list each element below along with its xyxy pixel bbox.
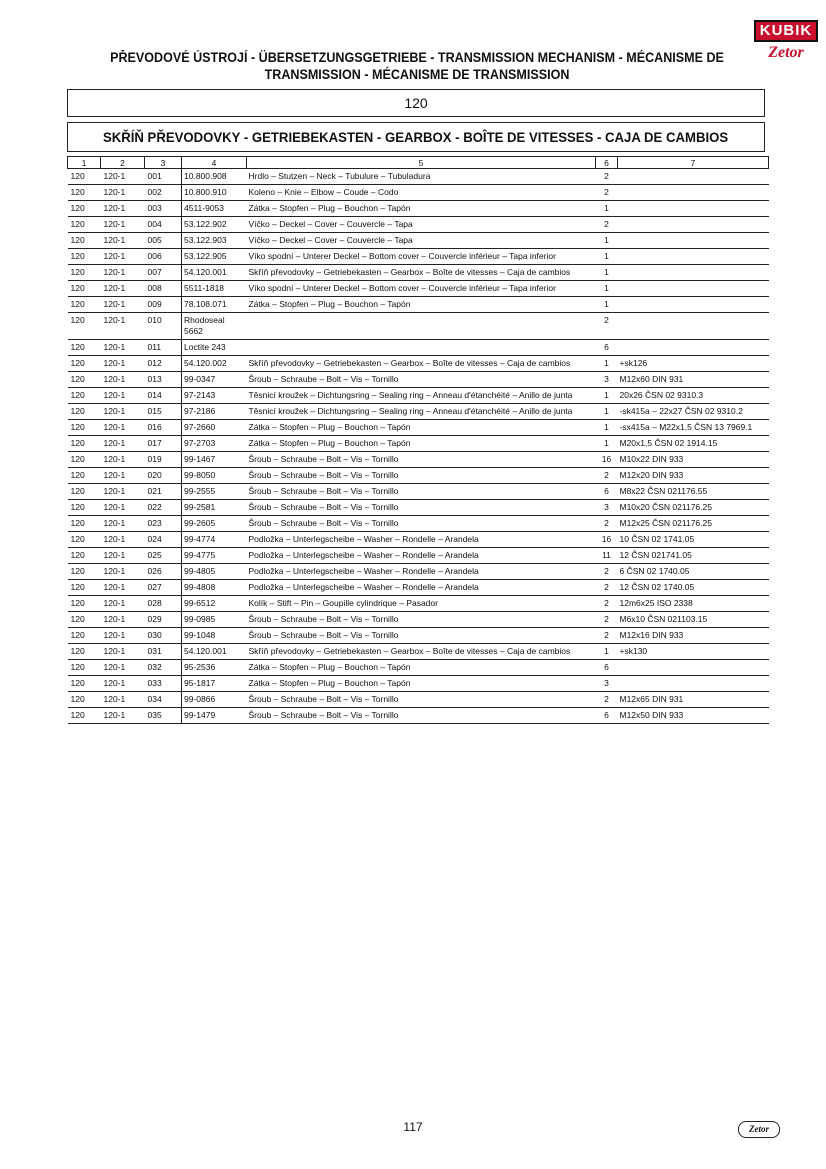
cell-s: 120-1: [101, 628, 145, 644]
cell-g: 120: [68, 468, 101, 484]
cell-pos: 008: [145, 281, 182, 297]
cell-note: M12x25 ČSN 021176.25: [618, 516, 769, 532]
cell-part: 97-2703: [182, 436, 247, 452]
cell-g: 120: [68, 297, 101, 313]
cell-g: 120: [68, 233, 101, 249]
table-row: [68, 420, 769, 436]
cell-g: 120: [68, 201, 101, 217]
table-row: [68, 217, 769, 233]
cell-note: [618, 169, 769, 185]
title-line-2: TRANSMISSION - MÉCANISME DE TRANSMISSION: [264, 67, 570, 82]
cell-g: 120: [68, 185, 101, 201]
cell-pos: 005: [145, 233, 182, 249]
cell-pos: 015: [145, 404, 182, 420]
cell-s: 120-1: [101, 676, 145, 692]
cell-g: 120: [68, 313, 101, 340]
cell-part: 10.800.910: [182, 185, 247, 201]
cell-pos: 011: [145, 340, 182, 356]
cell-g: 120: [68, 249, 101, 265]
cell-desc: Zátka – Stopfen – Plug – Bouchon – Tapón: [247, 420, 596, 436]
cell-qty: 16: [596, 532, 618, 548]
cell-note: [618, 185, 769, 201]
cell-g: 120: [68, 500, 101, 516]
cell-desc: Šroub – Schraube – Bolt – Vis – Tornillo: [247, 484, 596, 500]
cell-pos: 001: [145, 169, 182, 185]
cell-pos: 007: [145, 265, 182, 281]
cell-part: 53.122.902: [182, 217, 247, 233]
table-row: [68, 484, 769, 500]
cell-desc: Šroub – Schraube – Bolt – Vis – Tornillo: [247, 468, 596, 484]
cell-note: [618, 265, 769, 281]
table-row: [68, 249, 769, 265]
cell-qty: 6: [596, 340, 618, 356]
cell-pos: 003: [145, 201, 182, 217]
cell-note: M12x16 DIN 933: [618, 628, 769, 644]
column-header: 2: [101, 157, 145, 169]
cell-desc: Šroub – Schraube – Bolt – Vis – Tornillo: [247, 372, 596, 388]
cell-s: 120-1: [101, 420, 145, 436]
cell-g: 120: [68, 532, 101, 548]
cell-s: 120-1: [101, 372, 145, 388]
cell-note: [618, 340, 769, 356]
table-row: [68, 404, 769, 420]
cell-part: 99-2605: [182, 516, 247, 532]
table-row: [68, 436, 769, 452]
cell-part: 5511-1818: [182, 281, 247, 297]
cell-note: M6x10 ČSN 021103.15: [618, 612, 769, 628]
cell-part: Loctite 243: [182, 340, 247, 356]
cell-part: 97-2660: [182, 420, 247, 436]
table-row: [68, 676, 769, 692]
cell-qty: 3: [596, 500, 618, 516]
cell-s: 120-1: [101, 249, 145, 265]
cell-pos: 010: [145, 313, 182, 340]
table-row: [68, 644, 769, 660]
cell-pos: 013: [145, 372, 182, 388]
cell-qty: 1: [596, 404, 618, 420]
cell-s: 120-1: [101, 340, 145, 356]
table-row: [68, 468, 769, 484]
cell-part: 99-1048: [182, 628, 247, 644]
table-header-row: [68, 157, 769, 169]
cell-g: 120: [68, 596, 101, 612]
cell-pos: 026: [145, 564, 182, 580]
cell-s: 120-1: [101, 281, 145, 297]
cell-note: -sx415a – M22x1,5 ČSN 13 7969.1: [618, 420, 769, 436]
cell-s: 120-1: [101, 388, 145, 404]
table-row: [68, 628, 769, 644]
cell-desc: Skříň převodovky – Getriebekasten – Gearbox – Boîte de vitesses – Caja de cambios: [247, 356, 596, 372]
cell-qty: 6: [596, 484, 618, 500]
cell-part: 99-4774: [182, 532, 247, 548]
cell-qty: 1: [596, 297, 618, 313]
cell-desc: Podložka – Unterlegscheibe – Washer – Rondelle – Arandela: [247, 564, 596, 580]
zetor-logo-text: Zetor: [768, 44, 804, 61]
cell-qty: 11: [596, 548, 618, 564]
table-row: [68, 452, 769, 468]
zetor-footer-logo: Zetor: [738, 1121, 780, 1138]
cell-note: M12x65 DIN 931: [618, 692, 769, 708]
table-row: [68, 233, 769, 249]
table-row: [68, 692, 769, 708]
cell-g: 120: [68, 169, 101, 185]
cell-desc: Víčko – Deckel – Cover – Couvercle – Tapa: [247, 233, 596, 249]
cell-s: 120-1: [101, 265, 145, 281]
cell-g: 120: [68, 388, 101, 404]
cell-qty: 2: [596, 580, 618, 596]
cell-pos: 027: [145, 580, 182, 596]
cell-note: M10x22 DIN 933: [618, 452, 769, 468]
cell-desc: Zátka – Stopfen – Plug – Bouchon – Tapón: [247, 436, 596, 452]
cell-desc: Šroub – Schraube – Bolt – Vis – Tornillo: [247, 612, 596, 628]
cell-s: 120-1: [101, 612, 145, 628]
cell-pos: 004: [145, 217, 182, 233]
cell-part: Rhodoseal 5662: [182, 313, 247, 340]
cell-g: 120: [68, 265, 101, 281]
cell-part: 99-0866: [182, 692, 247, 708]
cell-part: 99-2555: [182, 484, 247, 500]
cell-g: 120: [68, 420, 101, 436]
cell-pos: 006: [145, 249, 182, 265]
cell-note: M12x60 DIN 931: [618, 372, 769, 388]
cell-qty: 1: [596, 436, 618, 452]
cell-pos: 022: [145, 500, 182, 516]
cell-g: 120: [68, 708, 101, 724]
cell-desc: Skříň převodovky – Getriebekasten – Gearbox – Boîte de vitesses – Caja de cambios: [247, 644, 596, 660]
cell-s: 120-1: [101, 532, 145, 548]
cell-g: 120: [68, 580, 101, 596]
cell-part: 78.108.071: [182, 297, 247, 313]
title-line-1: PŘEVODOVÉ ÚSTROJÍ - ÜBERSETZUNGSGETRIEBE - TRANSMISSION MECHANISM - MÉCANISME DE: [110, 50, 724, 65]
cell-note: [618, 297, 769, 313]
table-row: [68, 532, 769, 548]
cell-desc: Skříň převodovky – Getriebekasten – Gearbox – Boîte de vitesses – Caja de cambios: [247, 265, 596, 281]
cell-desc: Podložka – Unterlegscheibe – Washer – Rondelle – Arandela: [247, 580, 596, 596]
cell-qty: 2: [596, 564, 618, 580]
cell-qty: 1: [596, 356, 618, 372]
cell-note: 12 ČSN 02 1740.05: [618, 580, 769, 596]
cell-pos: 030: [145, 628, 182, 644]
cell-qty: 1: [596, 233, 618, 249]
table-row: [68, 516, 769, 532]
cell-desc: Šroub – Schraube – Bolt – Vis – Tornillo: [247, 692, 596, 708]
column-header: 6: [596, 157, 618, 169]
page-number: 117: [403, 1120, 423, 1134]
cell-note: [618, 676, 769, 692]
cell-pos: 034: [145, 692, 182, 708]
cell-s: 120-1: [101, 484, 145, 500]
cell-desc: Těsnicí kroužek – Dichtungsring – Sealing ring – Anneau d'étanchéité – Anillo de junta: [247, 388, 596, 404]
cell-pos: 016: [145, 420, 182, 436]
cell-qty: 1: [596, 644, 618, 660]
cell-g: 120: [68, 692, 101, 708]
cell-desc: Podložka – Unterlegscheibe – Washer – Rondelle – Arandela: [247, 548, 596, 564]
cell-g: 120: [68, 217, 101, 233]
table-row: [68, 596, 769, 612]
parts-table: [67, 156, 769, 724]
cell-part: 99-0347: [182, 372, 247, 388]
kubik-logo-text: KUBIK: [754, 20, 818, 42]
cell-g: 120: [68, 548, 101, 564]
cell-g: 120: [68, 372, 101, 388]
cell-desc: Koleno – Knie – Elbow – Coude – Codo: [247, 185, 596, 201]
table-row: [68, 612, 769, 628]
page-title: [94, 49, 739, 83]
cell-note: M12x50 DIN 933: [618, 708, 769, 724]
cell-g: 120: [68, 452, 101, 468]
cell-desc: Zátka – Stopfen – Plug – Bouchon – Tapón: [247, 201, 596, 217]
cell-note: [618, 660, 769, 676]
cell-note: 10 ČSN 02 1741.05: [618, 532, 769, 548]
table-row: [68, 388, 769, 404]
cell-g: 120: [68, 281, 101, 297]
table-row: [68, 201, 769, 217]
cell-desc: Zátka – Stopfen – Plug – Bouchon – Tapón: [247, 660, 596, 676]
cell-note: 12 ČSN 021741.05: [618, 548, 769, 564]
cell-part: 99-6512: [182, 596, 247, 612]
cell-s: 120-1: [101, 580, 145, 596]
cell-pos: 012: [145, 356, 182, 372]
cell-qty: 2: [596, 217, 618, 233]
cell-qty: 1: [596, 420, 618, 436]
cell-desc: Těsnicí kroužek – Dichtungsring – Sealing ring – Anneau d'étanchéité – Anillo de junta: [247, 404, 596, 420]
table-row: [68, 313, 769, 340]
cell-s: 120-1: [101, 356, 145, 372]
cell-pos: 032: [145, 660, 182, 676]
table-row: [68, 708, 769, 724]
cell-part: 99-2581: [182, 500, 247, 516]
cell-s: 120-1: [101, 468, 145, 484]
cell-qty: 1: [596, 388, 618, 404]
cell-s: 120-1: [101, 233, 145, 249]
cell-note: M12x20 DIN 933: [618, 468, 769, 484]
cell-pos: 023: [145, 516, 182, 532]
cell-qty: 6: [596, 660, 618, 676]
cell-s: 120-1: [101, 404, 145, 420]
cell-note: [618, 313, 769, 340]
cell-desc: Šroub – Schraube – Bolt – Vis – Tornillo: [247, 500, 596, 516]
column-header: 5: [247, 157, 596, 169]
cell-part: 99-4775: [182, 548, 247, 564]
cell-s: 120-1: [101, 692, 145, 708]
cell-note: -sk415a – 22x27 ČSN 02 9310.2: [618, 404, 769, 420]
cell-pos: 002: [145, 185, 182, 201]
cell-s: 120-1: [101, 185, 145, 201]
cell-qty: 1: [596, 281, 618, 297]
cell-s: 120-1: [101, 297, 145, 313]
cell-s: 120-1: [101, 436, 145, 452]
cell-part: 10.800.908: [182, 169, 247, 185]
cell-pos: 033: [145, 676, 182, 692]
cell-pos: 014: [145, 388, 182, 404]
cell-part: 53.122.905: [182, 249, 247, 265]
cell-pos: 028: [145, 596, 182, 612]
cell-qty: 1: [596, 249, 618, 265]
cell-qty: 2: [596, 313, 618, 340]
cell-desc: Podložka – Unterlegscheibe – Washer – Rondelle – Arandela: [247, 532, 596, 548]
cell-g: 120: [68, 436, 101, 452]
kubik-zetor-logo: [754, 10, 818, 72]
cell-pos: 029: [145, 612, 182, 628]
table-row: [68, 372, 769, 388]
cell-note: +sk126: [618, 356, 769, 372]
cell-g: 120: [68, 356, 101, 372]
cell-note: [618, 233, 769, 249]
cell-part: 54.120.001: [182, 644, 247, 660]
cell-s: 120-1: [101, 548, 145, 564]
cell-desc: [247, 340, 596, 356]
cell-s: 120-1: [101, 201, 145, 217]
cell-qty: 3: [596, 676, 618, 692]
cell-note: +sk130: [618, 644, 769, 660]
section-title: SKŘÍŇ PŘEVODOVKY - GETRIEBEKASTEN - GEARBOX - BOÎTE DE VITESSES - CAJA DE CAMBIOS: [103, 129, 729, 145]
cell-note: M10x20 ČSN 021176.25: [618, 500, 769, 516]
cell-pos: 025: [145, 548, 182, 564]
table-row: [68, 564, 769, 580]
cell-qty: 2: [596, 692, 618, 708]
cell-g: 120: [68, 612, 101, 628]
cell-part: 97-2186: [182, 404, 247, 420]
cell-part: 99-4805: [182, 564, 247, 580]
cell-s: 120-1: [101, 564, 145, 580]
cell-g: 120: [68, 516, 101, 532]
cell-part: 4511-9053: [182, 201, 247, 217]
cell-qty: 1: [596, 265, 618, 281]
cell-g: 120: [68, 644, 101, 660]
cell-qty: 16: [596, 452, 618, 468]
table-row: [68, 548, 769, 564]
cell-pos: 024: [145, 532, 182, 548]
cell-desc: Víko spodní – Unterer Deckel – Bottom cover – Couvercle inférieur – Tapa inferior: [247, 281, 596, 297]
cell-g: 120: [68, 484, 101, 500]
cell-desc: Šroub – Schraube – Bolt – Vis – Tornillo: [247, 516, 596, 532]
cell-desc: Šroub – Schraube – Bolt – Vis – Tornillo: [247, 452, 596, 468]
cell-qty: 2: [596, 185, 618, 201]
cell-part: 95-1817: [182, 676, 247, 692]
cell-s: 120-1: [101, 644, 145, 660]
table-row: [68, 281, 769, 297]
cell-note: [618, 201, 769, 217]
cell-note: M8x22 ČSN 021176.55: [618, 484, 769, 500]
cell-s: 120-1: [101, 708, 145, 724]
cell-pos: 019: [145, 452, 182, 468]
cell-part: 99-0985: [182, 612, 247, 628]
cell-note: M20x1,5 ČSN 02 1914.15: [618, 436, 769, 452]
column-header: 7: [618, 157, 769, 169]
cell-part: 99-8050: [182, 468, 247, 484]
cell-part: 97-2143: [182, 388, 247, 404]
cell-g: 120: [68, 404, 101, 420]
cell-desc: Víčko – Deckel – Cover – Couvercle – Tapa: [247, 217, 596, 233]
column-header: 3: [145, 157, 182, 169]
column-header: 1: [68, 157, 101, 169]
cell-desc: Zátka – Stopfen – Plug – Bouchon – Tapón: [247, 297, 596, 313]
cell-qty: 2: [596, 612, 618, 628]
cell-pos: 017: [145, 436, 182, 452]
cell-note: [618, 281, 769, 297]
cell-s: 120-1: [101, 313, 145, 340]
table-row: [68, 660, 769, 676]
cell-desc: Hrdlo – Stutzen – Neck – Tubulure – Tubuladura: [247, 169, 596, 185]
cell-pos: 009: [145, 297, 182, 313]
table-row: [68, 356, 769, 372]
cell-g: 120: [68, 564, 101, 580]
cell-desc: Šroub – Schraube – Bolt – Vis – Tornillo: [247, 708, 596, 724]
cell-desc: Šroub – Schraube – Bolt – Vis – Tornillo: [247, 628, 596, 644]
cell-pos: 021: [145, 484, 182, 500]
cell-part: 53.122.903: [182, 233, 247, 249]
cell-pos: 020: [145, 468, 182, 484]
cell-s: 120-1: [101, 516, 145, 532]
cell-g: 120: [68, 628, 101, 644]
cell-desc: Zátka – Stopfen – Plug – Bouchon – Tapón: [247, 676, 596, 692]
cell-s: 120-1: [101, 596, 145, 612]
cell-qty: 1: [596, 201, 618, 217]
cell-qty: 6: [596, 708, 618, 724]
cell-qty: 3: [596, 372, 618, 388]
cell-part: 95-2536: [182, 660, 247, 676]
cell-qty: 2: [596, 516, 618, 532]
cell-note: 12m6x25 ISO 2338: [618, 596, 769, 612]
cell-part: 54.120.002: [182, 356, 247, 372]
cell-qty: 2: [596, 468, 618, 484]
section-title-box: [67, 122, 765, 152]
table-row: [68, 580, 769, 596]
column-header: 4: [182, 157, 247, 169]
cell-qty: 2: [596, 169, 618, 185]
cell-pos: 031: [145, 644, 182, 660]
table-row: [68, 185, 769, 201]
cell-note: [618, 217, 769, 233]
table-row: [68, 265, 769, 281]
cell-note: [618, 249, 769, 265]
table-row: [68, 169, 769, 185]
cell-pos: 035: [145, 708, 182, 724]
cell-s: 120-1: [101, 169, 145, 185]
cell-g: 120: [68, 660, 101, 676]
cell-s: 120-1: [101, 217, 145, 233]
table-row: [68, 340, 769, 356]
cell-qty: 2: [596, 596, 618, 612]
cell-qty: 2: [596, 628, 618, 644]
cell-desc: Kolík – Stift – Pin – Goupille cylindrique – Pasador: [247, 596, 596, 612]
cell-s: 120-1: [101, 500, 145, 516]
cell-note: 6 ČSN 02 1740.05: [618, 564, 769, 580]
cell-part: 54.120.001: [182, 265, 247, 281]
cell-desc: [247, 313, 596, 340]
cell-g: 120: [68, 676, 101, 692]
cell-s: 120-1: [101, 452, 145, 468]
table-row: [68, 297, 769, 313]
cell-note: 20x26 ČSN 02 9310.3: [618, 388, 769, 404]
cell-part: 99-1467: [182, 452, 247, 468]
cell-g: 120: [68, 340, 101, 356]
group-number-box: 120: [67, 89, 765, 117]
cell-part: 99-4808: [182, 580, 247, 596]
table-row: [68, 500, 769, 516]
cell-s: 120-1: [101, 660, 145, 676]
cell-desc: Víko spodní – Unterer Deckel – Bottom cover – Couvercle inférieur – Tapa inferior: [247, 249, 596, 265]
cell-part: 99-1479: [182, 708, 247, 724]
